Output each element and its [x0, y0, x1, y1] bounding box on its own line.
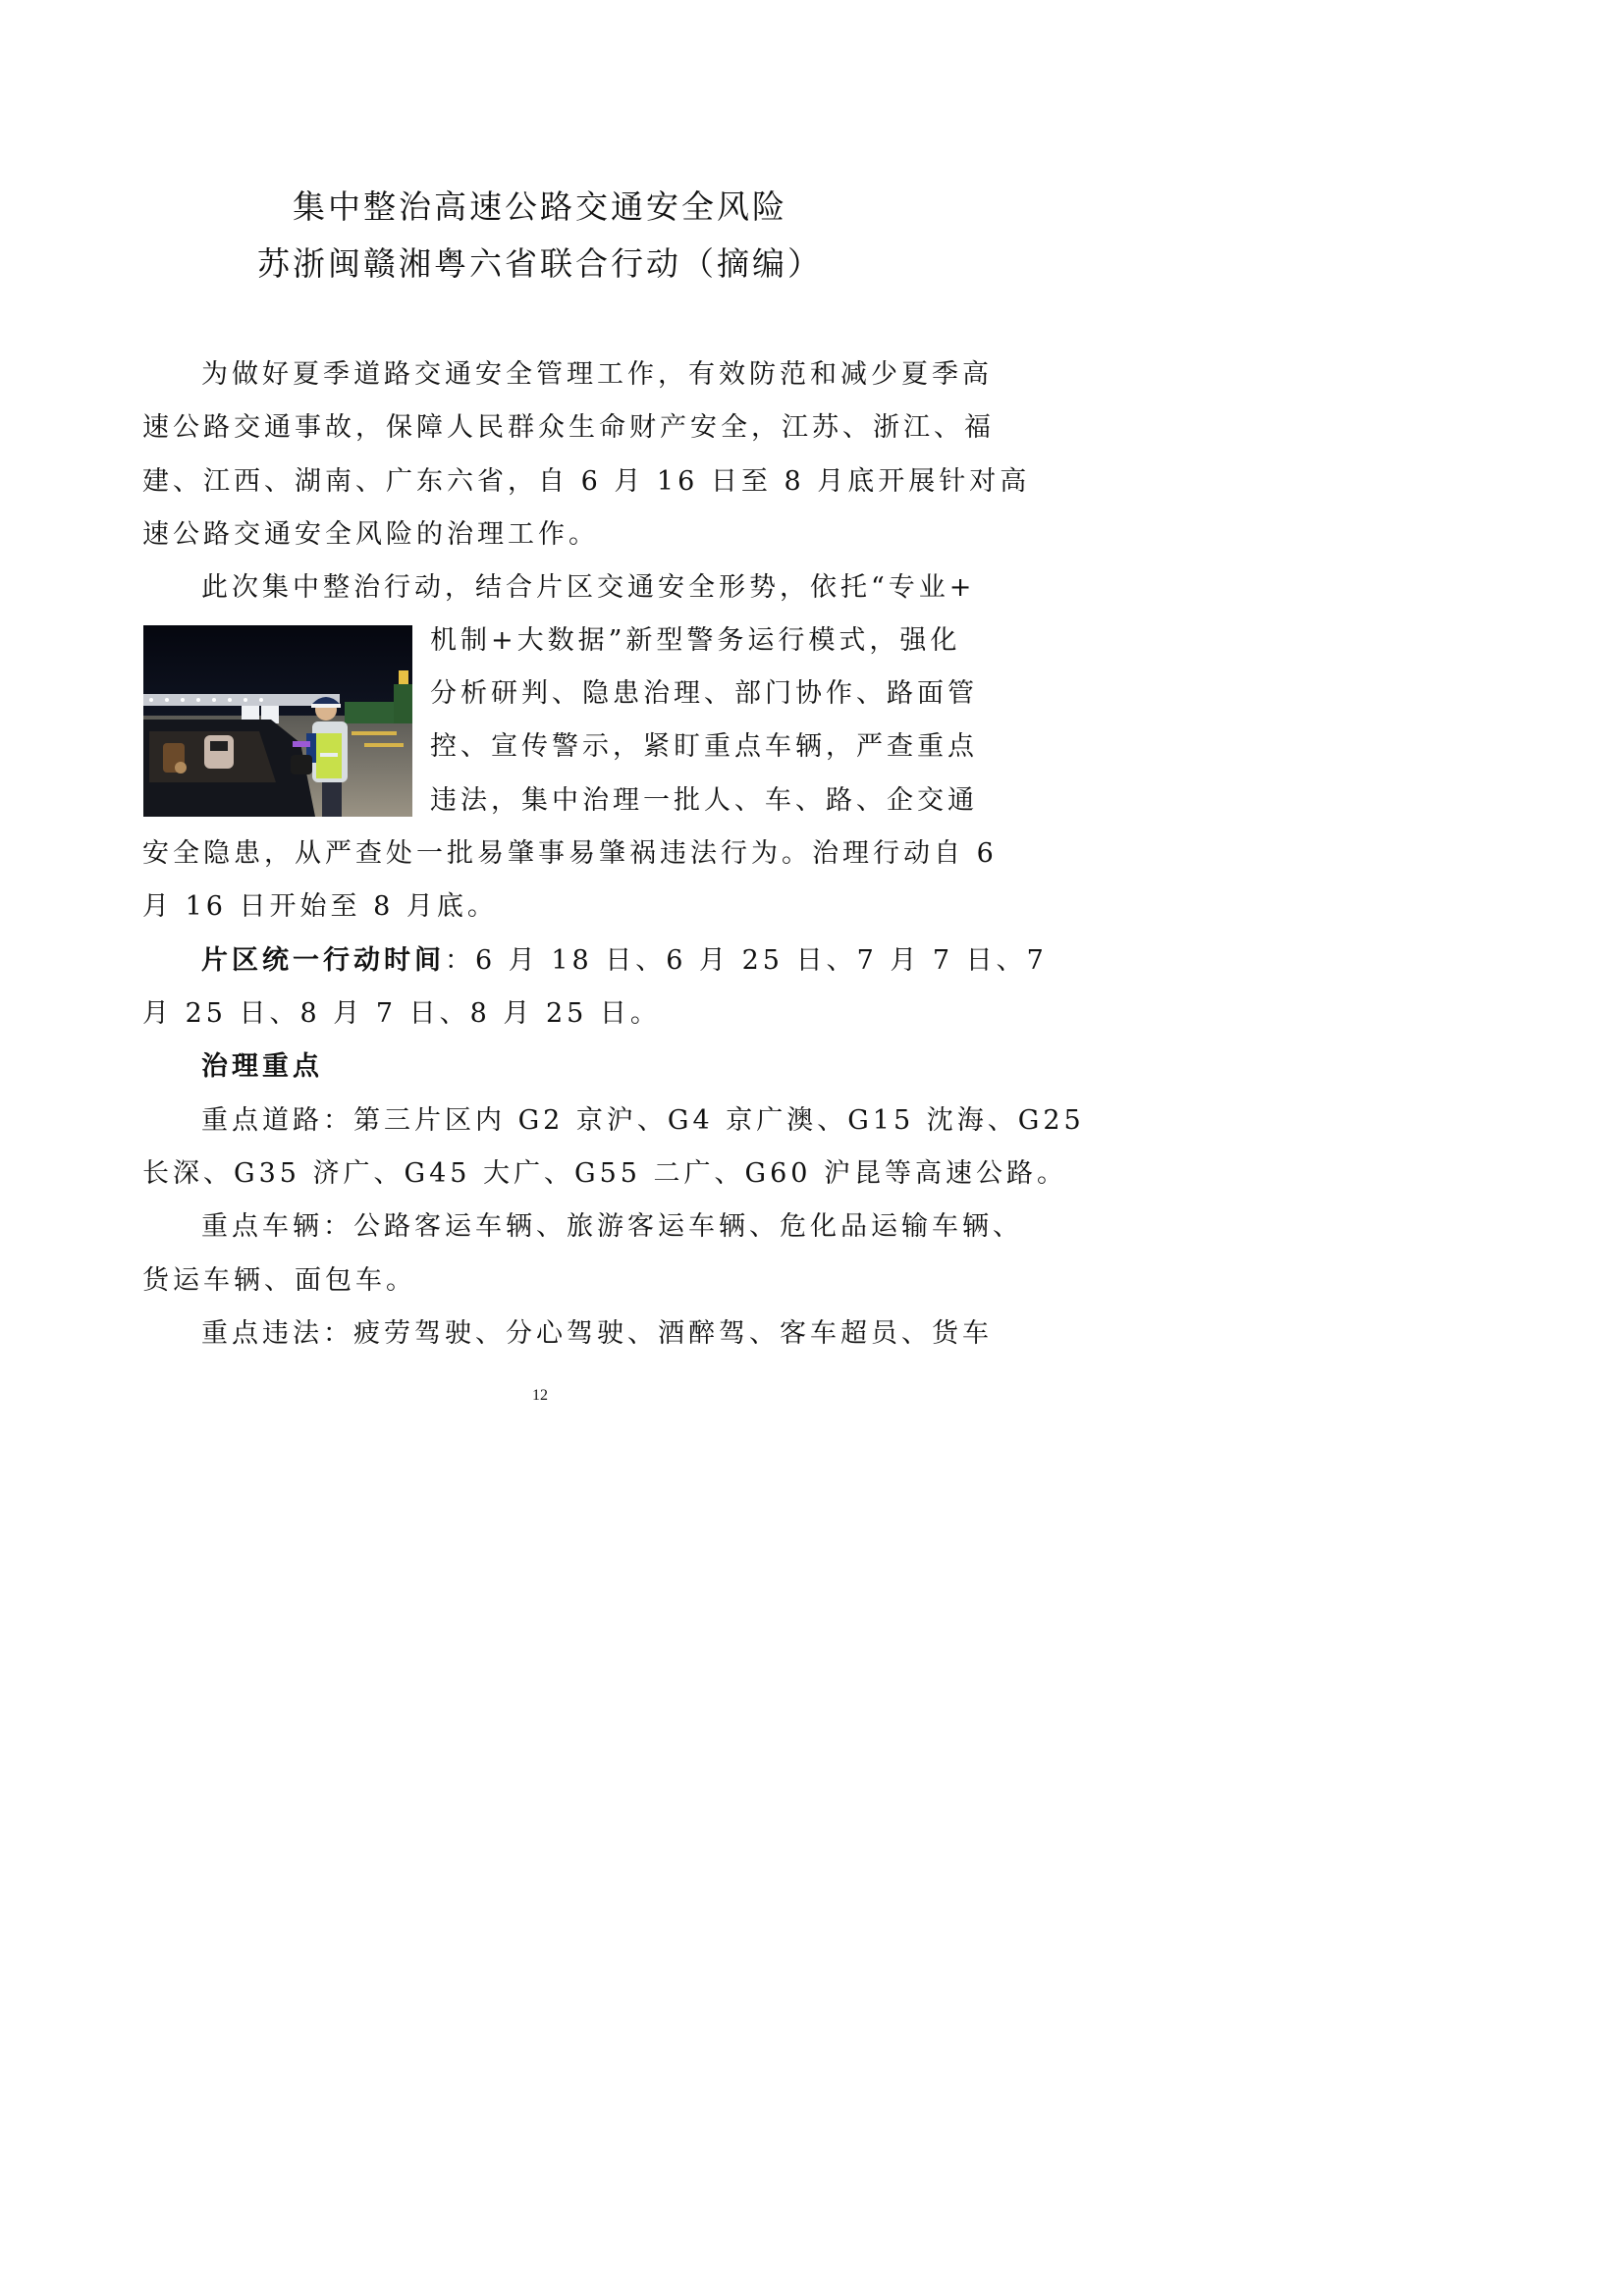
paragraph-line: 速公路交通安全风险的治理工作。	[142, 519, 599, 550]
paragraph-line: 重点车辆：公路客运车辆、旅游客运车辆、危化品运输车辆、	[201, 1211, 1023, 1242]
traffic-police-checkpoint-photo	[143, 625, 412, 817]
paragraph-line: 长深、G35 济广、G45 大广、G55 二广、G60 沪昆等高速公路。	[142, 1158, 1068, 1189]
paragraph-line: 月 25 日、8 月 7 日、8 月 25 日。	[142, 998, 661, 1029]
paragraph-line: 重点道路：第三片区内 G2 京沪、G4 京广澳、G15 沈海、G25	[201, 1105, 1085, 1136]
action-dates-line	[201, 943, 1048, 983]
paragraph-line: 控、宣传警示，紧盯重点车辆，严查重点	[430, 731, 978, 762]
paragraph-line: 分析研判、隐患治理、部门协作、路面管	[430, 678, 978, 709]
paragraph-line: 重点违法：疲劳驾驶、分心驾驶、酒醉驾、客车超员、货车	[201, 1318, 993, 1349]
section-heading: 治理重点	[201, 1051, 323, 1082]
paragraph-line: 速公路交通事故，保障人民群众生命财产安全，江苏、浙江、福	[142, 412, 995, 443]
document-title-line2: 苏浙闽赣湘粤六省联合行动（摘编）	[257, 244, 823, 283]
paragraph-line: 违法，集中治理一批人、车、路、企交通	[430, 785, 978, 816]
paragraph-line: 机制+大数据”新型警务运行模式，强化	[430, 625, 961, 656]
action-dates-text: ：6 月 18 日、6 月 25 日、7 月 7 日、7	[445, 945, 1048, 976]
action-dates-label: 片区统一行动时间	[201, 945, 445, 976]
paragraph-line: 为做好夏季道路交通安全管理工作，有效防范和减少夏季高	[201, 359, 993, 390]
paragraph-line: 安全隐患，从严查处一批易肇事易肇祸违法行为。治理行动自 6	[142, 838, 998, 869]
paragraph-line: 建、江西、湖南、广东六省，自 6 月 16 日至 8 月底开展针对高	[142, 466, 1031, 497]
page-number: 12	[532, 1387, 548, 1404]
paragraph-line: 月 16 日开始至 8 月底。	[142, 891, 498, 922]
paragraph-line: 此次集中整治行动，结合片区交通安全形势，依托“专业+	[201, 572, 976, 603]
paragraph-line: 货运车辆、面包车。	[142, 1265, 416, 1296]
document-title-line1: 集中整治高速公路交通安全风险	[293, 187, 787, 226]
